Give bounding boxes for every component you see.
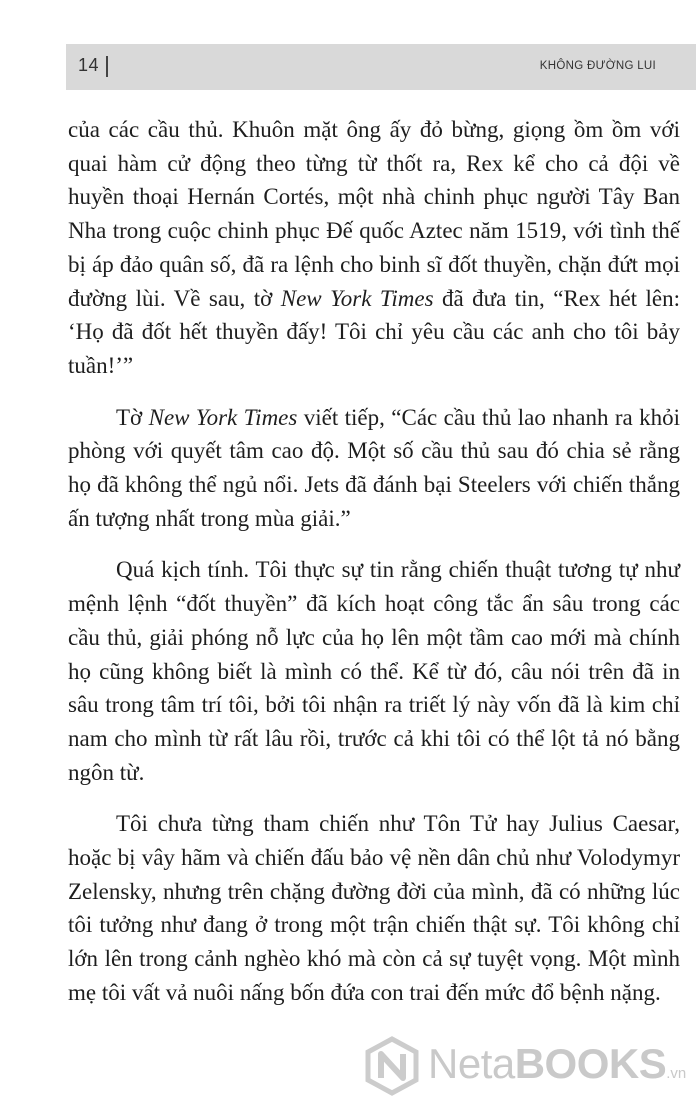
paragraph-text: viết tiếp, “Các cầu thủ lao nhanh ra khỏi phòng với quyết tâm cao độ. Một số cầu thủ sau đó chia sẻ rằng họ đã không thể ngủ nổi. Jets đã đánh bại Steelers với chiến thắng ấn tượng nhất trong mùa giải.”: [68, 404, 680, 531]
neta-n-hexagon-icon: [362, 1036, 422, 1096]
paragraph-text: Tờ: [116, 404, 149, 430]
running-title: KHÔNG ĐƯỜNG LUI: [539, 60, 656, 72]
paragraph-4: [68, 807, 680, 1009]
page-body: [68, 113, 680, 1028]
paragraph-text: Quá kịch tính. Tôi thực sự tin rằng chiến thuật tương tự như mệnh lệnh “đốt thuyền” đã kích hoạt công tắc ẩn sâu trong các cầu thủ, giải phóng nỗ lực của họ lên một tầm cao mới mà chính họ cũng không biết là mình có thể. Kể từ đó, câu nói trên đã in sâu trong tâm trí tôi, bởi tôi nhận ra triết lý này vốn đã là kim chỉ nam cho mình từ rất lâu rồi, trước cả khi tôi có thể lột tả nó bằng ngôn từ.: [68, 557, 680, 785]
header-divider: [106, 56, 108, 77]
page-header: [66, 44, 696, 90]
paragraph-text: Tôi chưa từng tham chiến như Tôn Tử hay Julius Caesar, hoặc bị vây hãm và chiến đấu bảo vệ nền dân chủ như Volodymyr Zelensky, nhưng trên chặng đường đời của mình, đã có những lúc tôi tưởng như đang ở trong một trận chiến thật sự. Tôi không chỉ lớn lên trong cảnh nghèo khó mà còn cả sự tuyệt vọng. Một mình mẹ tôi vất vả nuôi nấng bốn đứa con trai đến mức đổ bệnh nặng.: [68, 811, 680, 1005]
page-number: 14: [78, 55, 100, 75]
paragraph-1: [68, 113, 680, 383]
paragraph-text: đã đưa tin, “Rex hét lên: ‘Họ đã đốt hết thuyền đấy! Tôi chỉ yêu cầu các anh cho tôi bảy tuần!’”: [68, 285, 680, 378]
paragraph-3: [68, 553, 680, 789]
paragraph-2: [68, 401, 680, 536]
paragraph-text: của các cầu thủ. Khuôn mặt ông ấy đỏ bừng, giọng ồm ồm với quai hàm cử động theo từng từ thốt ra, Rex kể cho cả đội về huyền thoại Hernán Cortés, một nhà chinh phục người Tây Ban Nha trong cuộc chinh phục Đế quốc Aztec năm 1519, với tình thế bị áp đảo quân số, đã ra lệnh cho binh sĩ đốt thuyền, chặn đứt mọi đường lùi. Về sau, tờ: [68, 117, 680, 311]
netabooks-watermark: [362, 1030, 692, 1102]
watermark-text: NetaBOOKS.vn: [428, 1040, 687, 1087]
publication-name: New York Times: [148, 404, 298, 430]
publication-name: New York Times: [280, 285, 434, 311]
